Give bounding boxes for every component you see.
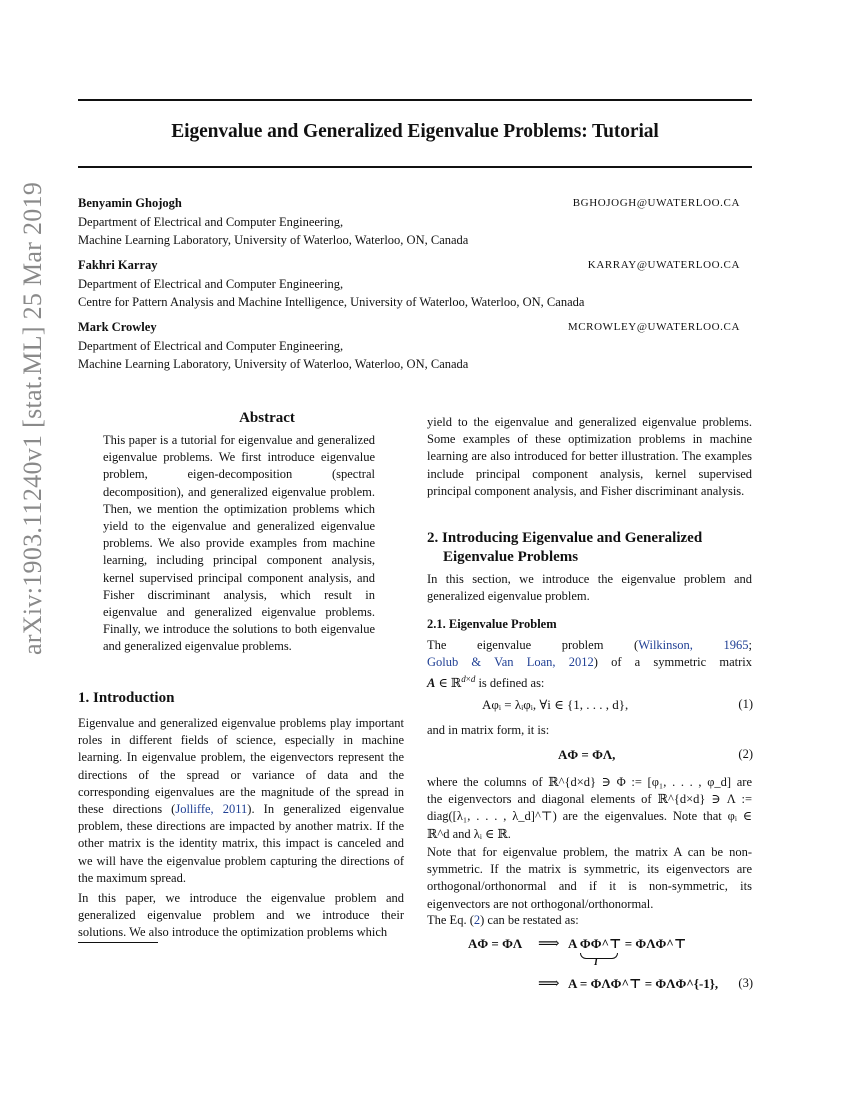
paper-title: Eigenvalue and Generalized Eigenvalue Problems: Tutorial <box>171 121 659 142</box>
abstract-heading: Abstract <box>239 410 295 426</box>
implies-symbol: ⟹ <box>538 976 560 992</box>
title-rule <box>78 166 752 168</box>
author-email[interactable]: KARRAY@UWATERLOO.CA <box>587 259 740 271</box>
eigen-definition: The eigenvalue problem (Wilkinson, 1965; Golub & Van Loan, 2012) of a symmetric matrix A ∈ ℝ$^{d\times d}$ is defined as: <box>427 638 752 691</box>
equation-3-number: (3) <box>738 976 753 990</box>
equation-3-line2: A = ΦΛΦ^⊤ = ΦΛΦ^{-1}, <box>568 976 719 991</box>
author-name: Benyamin Ghojogh <box>78 196 182 210</box>
equation-2: AΦ = ΦΛ, <box>558 747 616 762</box>
where-paragraph: where the columns of ℝ^{d×d} ∋ Φ := [φ₁, . . . , φ_d] are the eigenvectors and diagonal elements of ℝ^{d×d} ∋ Λ := diag([λ₁, . . . , λ_d]^⊤) are the eigenvalues. Note that φᵢ ∈ ℝ^d and λᵢ ∈ ℝ. <box>427 775 752 841</box>
section-1-heading: 1. Introduction <box>78 690 175 706</box>
equation-3-lhs: AΦ = ΦΛ <box>468 936 523 951</box>
citation-link[interactable]: Wilkinson, 1965 <box>638 638 749 652</box>
footnote-rule <box>78 942 158 943</box>
intro-continuation: yield to the eigenvalue and generalized eigenvalue problems. Some examples of these optimization problems in machine learning are also introduced for better illustration. The examples include principal component analysis, kernel supervised principal component analysis, and Fisher discriminant analysis. <box>427 415 752 498</box>
author-affiliation: Department of Electrical and Computer Engineering, Machine Learning Laboratory, University of Waterloo, Waterloo, ON, Canada <box>78 339 469 371</box>
top-rule <box>78 99 752 101</box>
citation-link[interactable]: Golub & Van Loan, 2012 <box>427 655 594 670</box>
restated-text: The Eq. (2) can be restated as: <box>427 913 579 927</box>
author-email[interactable]: BGHOJOGH@UWATERLOO.CA <box>572 197 740 209</box>
subsection-2-1-heading: 2.1. Eigenvalue Problem <box>427 617 557 631</box>
equation-3-rhs: A ΦΦ^⊤ = ΦΛΦ^⊤ <box>568 936 687 951</box>
intro-body: Eigenvalue and generalized eigenvalue problems play important roles in different fields of science, especially in machine learning. In eigenvalue problem, the eigenvectors represent the directions of the spread or variance of data and the corresponding eigenvalues are the magnitude of the spread in these directions (Jolliffe, 2011). In generalized eigenvalue problem, these directions are impacted by another matrix. If the other matrix is the identity matrix, this impact is canceled and we will have the eigenvalue problem capturing the directions of the maximum spread. In this paper, we introduce the eigenvalue problem and generalized eigenvalue problem and we introduce their solutions. We also introduce the optimization problems which <box>78 716 405 940</box>
note-paragraph: Note that for eigenvalue problem, the matrix A can be non-symmetric. If the matrix is symmetric, its eigenvectors are orthogonal/orthonormal and if it is non-symmetric, its eigenvectors are not orthogonal/orthonormal. <box>427 845 752 911</box>
author-name: Mark Crowley <box>78 320 157 334</box>
underbrace <box>580 953 618 959</box>
citation-link[interactable]: Jolliffe, 2011 <box>175 802 248 817</box>
section-2-heading: 2. Introducing Eigenvalue and Generalized Eigenvalue Problems <box>427 530 703 565</box>
underbrace-label: I <box>594 957 598 968</box>
equation-2-number: (2) <box>738 747 753 761</box>
implies-symbol: ⟹ <box>538 936 560 952</box>
author-affiliation: Department of Electrical and Computer Engineering, Machine Learning Laboratory, University of Waterloo, Waterloo, ON, Canada <box>78 215 469 247</box>
abstract-text: This paper is a tutorial for eigenvalue and generalized eigenvalue problems. We first introduce eigenvalue problem, eigen-decomposition (spectral decomposition), and generalized eigenvalue problem. Then, we mention the optimization problems which yield to the eigenvalue and generalized eigenvalue problems. We also provide examples from machine learning, including principal component analysis, kernel supervised principal component analysis, and Fisher discriminant analysis, which result in eigenvalue and generalized eigenvalue problems. Finally, we introduce the solutions to both eigenvalue and generalized eigenvalue problems. <box>103 433 375 654</box>
author-email[interactable]: MCROWLEY@UWATERLOO.CA <box>567 321 740 333</box>
author-name: Fakhri Karray <box>78 258 158 272</box>
equation-1-number: (1) <box>738 697 753 711</box>
author-affiliation: Department of Electrical and Computer Engineering, Centre for Pattern Analysis and Machine Intelligence, University of Waterloo, Waterloo, ON, Canada <box>78 277 585 309</box>
equation-ref-link[interactable]: 2 <box>473 913 481 927</box>
matrix-form-text: and in matrix form, it is: <box>427 723 550 737</box>
section-2-intro: In this section, we introduce the eigenvalue problem and generalized eigenvalue problem. <box>427 572 752 604</box>
equation-1: Aφᵢ = λᵢφᵢ, ∀i ∈ {1, . . . , d}, <box>482 697 629 712</box>
arxiv-sidebar-stamp: arXiv:1903.11240v1 [stat.ML] 25 Mar 2019 <box>18 181 47 655</box>
